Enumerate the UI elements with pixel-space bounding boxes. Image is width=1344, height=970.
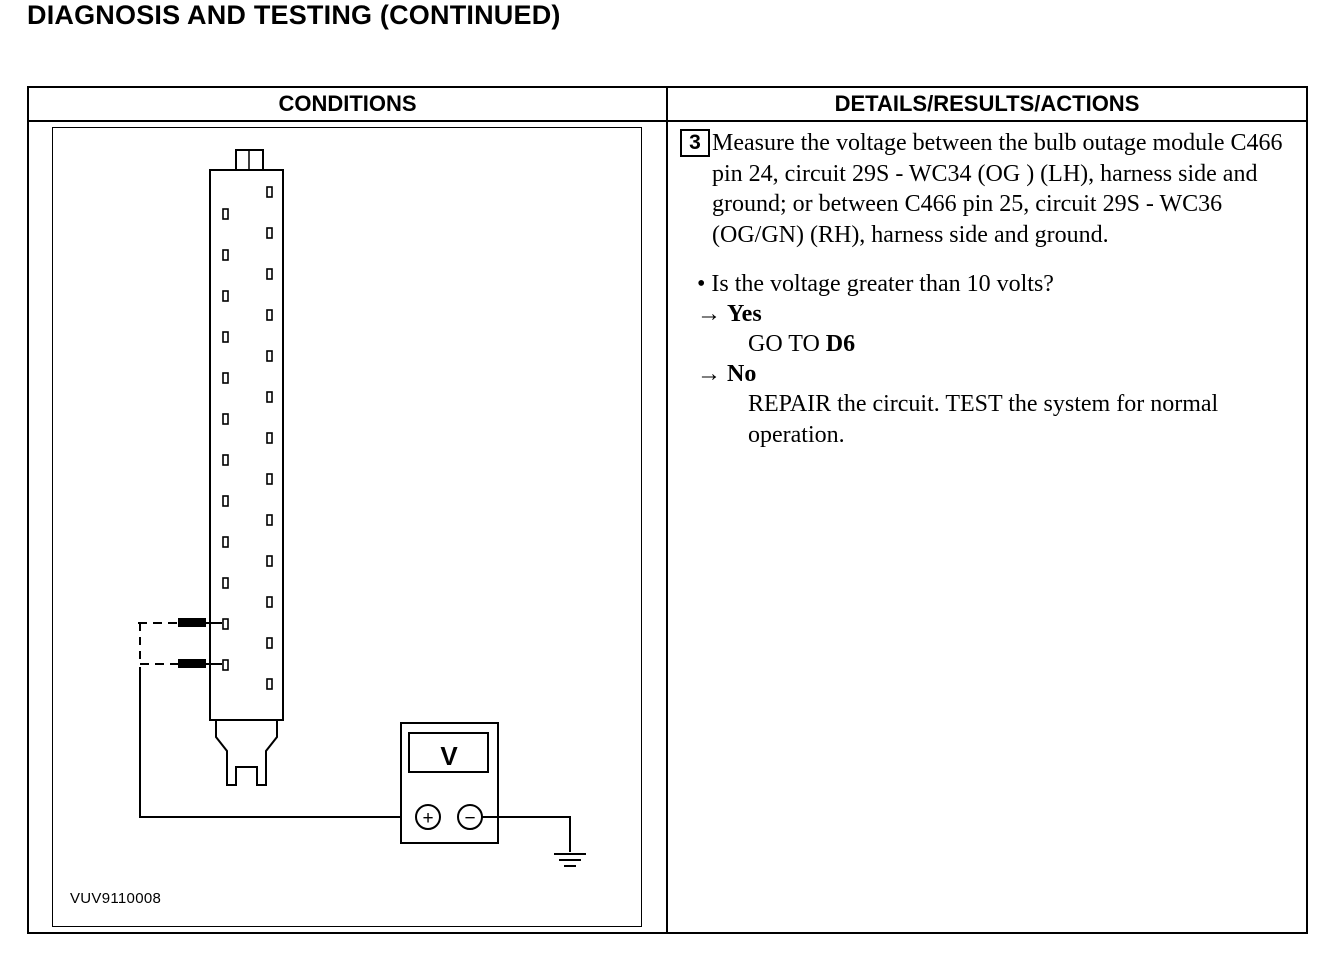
negative-symbol: − (464, 808, 476, 829)
yes-branch (697, 301, 762, 328)
figure-id: VUV9110008 (70, 890, 162, 907)
connector-pin (223, 496, 228, 506)
arrow-icon: → (697, 361, 721, 387)
no-label: No (727, 361, 757, 387)
no-action-line-1: REPAIR the circuit. TEST the system for normal (748, 391, 1219, 417)
step-instruction: Measure the voltage between the bulb outage module C466 pin 24, circuit 29S - WC34 (OG ) (LH), harness side and ground; or between C466 pin 25, circuit 29S - WC36 (OG/GN) (RH), harness side and ground. (712, 130, 1283, 248)
connector-tail (216, 720, 277, 785)
connector-pin (267, 597, 272, 607)
connector-pin (223, 619, 228, 629)
ground-icon (554, 854, 586, 866)
connector-pin (223, 537, 228, 547)
connector-pin (223, 373, 228, 383)
connector-pins-left (223, 209, 228, 670)
connector-pin (223, 332, 228, 342)
no-action-line-2: operation. (748, 422, 845, 448)
connector-pin (267, 433, 272, 443)
arrow-icon: → (697, 301, 721, 327)
connector-pin (267, 679, 272, 689)
yes-action-prefix: GO TO (748, 331, 826, 357)
header-rule (27, 120, 1308, 122)
yes-action[interactable] (748, 331, 855, 358)
details-header: DETAILS/RESULTS/ACTIONS (834, 91, 1140, 116)
connector-pins-right (267, 187, 272, 689)
connector-pin (223, 660, 228, 670)
connector-pin (223, 414, 228, 424)
connector-pin (267, 638, 272, 648)
meter-label: V (440, 741, 458, 771)
connector-pin (223, 250, 228, 260)
no-branch (697, 361, 756, 388)
connector-pin (267, 515, 272, 525)
conditions-header: CONDITIONS (278, 91, 417, 116)
connector-pin (267, 187, 272, 197)
voltmeter (401, 723, 498, 843)
step-number-box: 3 (680, 129, 710, 157)
yes-action-link[interactable]: D6 (825, 331, 856, 357)
connector-voltmeter-diagram (52, 127, 642, 927)
connector-pin (223, 455, 228, 465)
connector-pin (267, 269, 272, 279)
connector-pin (223, 291, 228, 301)
connector-pin (267, 310, 272, 320)
connector-pin (267, 556, 272, 566)
connector-pin (223, 209, 228, 219)
connector-pin (223, 578, 228, 588)
connector-pin (267, 351, 272, 361)
step-question: • Is the voltage greater than 10 volts? (697, 271, 1054, 297)
connector-pin (267, 392, 272, 402)
connector-pin (267, 474, 272, 484)
positive-symbol: + (422, 808, 434, 829)
column-divider (666, 86, 668, 934)
page-title: DIAGNOSIS AND TESTING (CONTINUED) (27, 0, 561, 30)
test-lead-positive (140, 667, 414, 817)
yes-label: Yes (727, 301, 762, 327)
connector-pin (267, 228, 272, 238)
